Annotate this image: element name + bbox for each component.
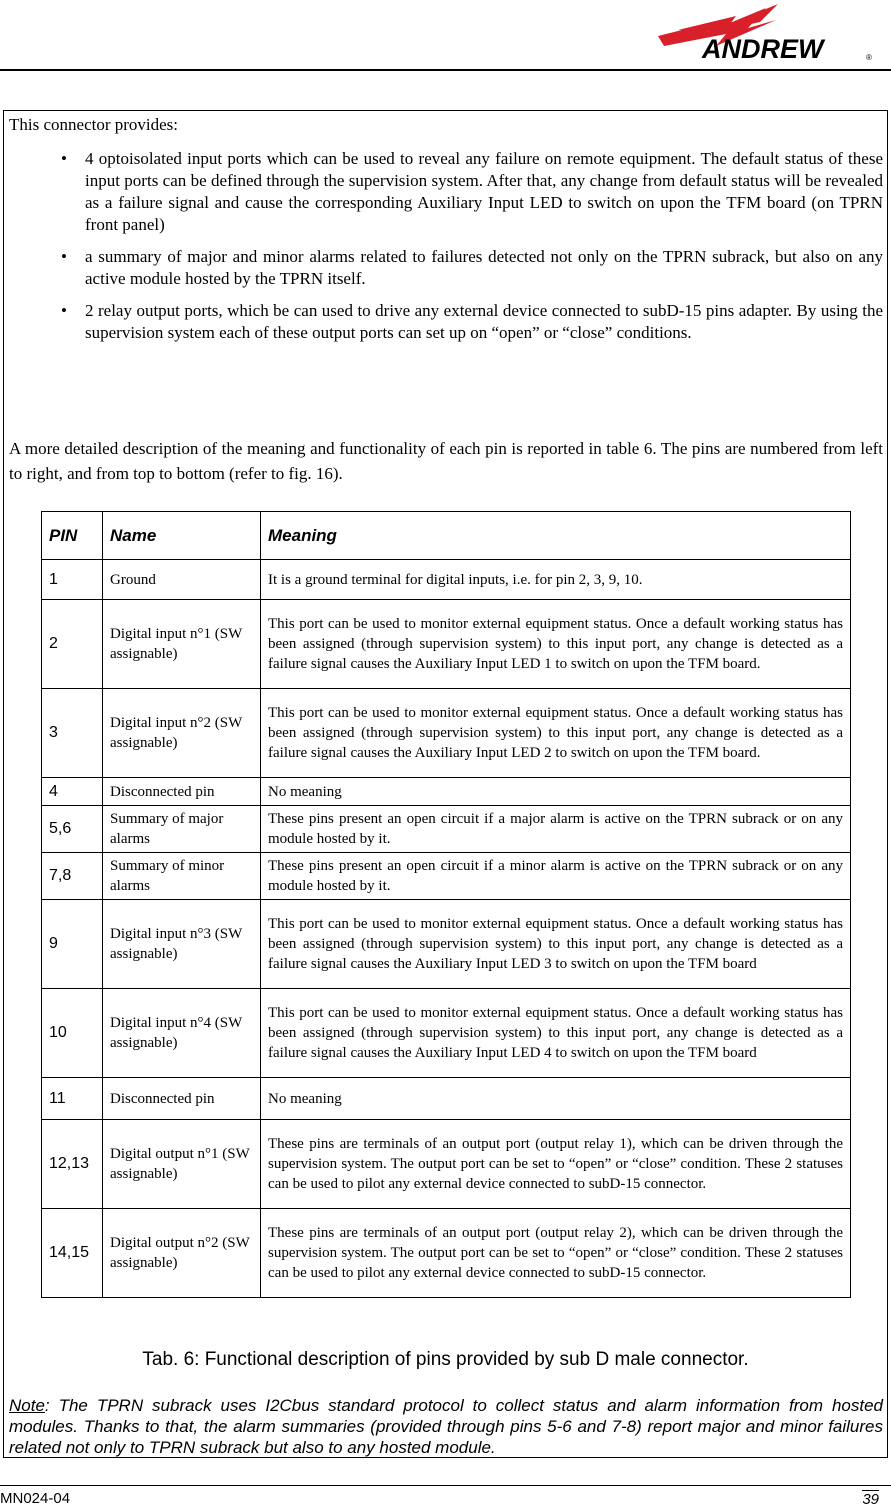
list-item: • a summary of major and minor alarms related to failures detected not only on the TPRN subrack, but also on any active module hosted by the TPRN itself. — [61, 247, 883, 288]
intro-text: This connector provides: — [9, 115, 179, 134]
name-cell: Digital input n°4 (SW assignable) — [103, 989, 261, 1078]
pin-cell: 5,6 — [42, 806, 103, 853]
logo-wordmark: ANDREW — [702, 34, 824, 64]
table-row — [42, 853, 851, 900]
list-item: • 4 optoisolated input ports which can be used to reveal any failure on remote equipment. The default status of these input ports can be defined through the supervision system. After that, any change from default status will be revealed as a failure signal and cause the corresponding Auxiliary Input LED to switch on upon the TFM board (on TPRN front panel) — [61, 149, 883, 234]
meaning-cell: These pins are terminals of an output port (output relay 2), which can be driven through the supervision system. The output port can be set to “open” or “close” condition. These 2 statuses can be used to pilot any external device connected to subD-15 connector. — [261, 1209, 851, 1298]
list-item: • 2 relay output ports, which be can used to drive any external device connected to subD-15 pins adapter. By using the supervision system each of these output ports can set up on “open” or “close” conditions. — [61, 301, 883, 342]
table-caption: Tab. 6: Functional description of pins provided by sub D male connector. — [142, 1349, 749, 1370]
name-cell: Digital output n°1 (SW assignable) — [103, 1120, 261, 1209]
table-row — [42, 1078, 851, 1120]
meaning-cell: This port can be used to monitor external equipment status. Once a default working status has been assigned (through supervision system) to this input port, any change is detected as a failure signal causes the Auxiliary Input LED 2 to switch on upon the TFM board. — [261, 689, 851, 778]
meaning-cell: No meaning — [261, 778, 851, 806]
bullet-icon: • — [61, 247, 67, 266]
andrew-logo — [656, 2, 878, 64]
meaning-cell: These pins present an open circuit if a major alarm is active on the TPRN subrack or on any module hosted by it. — [261, 806, 851, 853]
meaning-cell: It is a ground terminal for digital inputs, i.e. for pin 2, 3, 9, 10. — [261, 560, 851, 600]
table-row — [42, 806, 851, 853]
name-cell: Digital input n°3 (SW assignable) — [103, 900, 261, 989]
table-row — [42, 689, 851, 778]
pin-cell: 2 — [42, 600, 103, 689]
meaning-cell: These pins are terminals of an output port (output relay 1), which can be driven through the supervision system. The output port can be set to “open” or “close” condition. These 2 statuses can be used to pilot any external device connected to subD-15 connector. — [261, 1120, 851, 1209]
table-row — [42, 778, 851, 806]
table-row — [42, 600, 851, 689]
header-pin: PIN — [42, 512, 103, 560]
header-meaning: Meaning — [261, 512, 851, 560]
table-row — [42, 900, 851, 989]
name-cell: Disconnected pin — [103, 1078, 261, 1120]
pin-table — [41, 511, 851, 1298]
pin-cell: 3 — [42, 689, 103, 778]
pin-cell: 11 — [42, 1078, 103, 1120]
table-row — [42, 1209, 851, 1298]
name-cell: Summary of minor alarms — [103, 853, 261, 900]
page-number: 39 — [862, 1491, 879, 1508]
table-header-row — [42, 512, 851, 560]
pin-cell: 4 — [42, 778, 103, 806]
bullet-icon: • — [61, 301, 67, 320]
pin-cell: 12,13 — [42, 1120, 103, 1209]
header-rule — [0, 69, 891, 71]
name-cell: Digital input n°2 (SW assignable) — [103, 689, 261, 778]
note-text: : The TPRN subrack uses I2Cbus standard protocol to collect status and alarm information from hosted modules. Thanks to that, the alarm summaries (provided through pins 5-6 and 7-8) report major and minor failures related not only to TPRN subrack but also to any hosted module. — [9, 1396, 883, 1457]
bullet-icon: • — [61, 149, 67, 168]
feature-list — [9, 148, 883, 354]
header-name: Name — [103, 512, 261, 560]
name-cell: Ground — [103, 560, 261, 600]
meaning-cell: This port can be used to monitor external equipment status. Once a default working status has been assigned (through supervision system) to this input port, any change is detected as a failure signal causes the Auxiliary Input LED 4 to switch on upon the TFM board — [261, 989, 851, 1078]
note-paragraph — [9, 1395, 883, 1458]
table-row — [42, 560, 851, 600]
meaning-cell: These pins present an open circuit if a minor alarm is active on the TPRN subrack or on any module hosted by it. — [261, 853, 851, 900]
footer-rule — [0, 1485, 891, 1486]
meaning-cell: No meaning — [261, 1078, 851, 1120]
table-row — [42, 1120, 851, 1209]
pin-cell: 14,15 — [42, 1209, 103, 1298]
document-id: MN024-04 — [0, 1490, 71, 1507]
description-paragraph: A more detailed description of the meaning and functionality of each pin is reported in table 6. The pins are numbered from left to right, and from top to bottom (refer to fig. 16). — [9, 439, 883, 483]
name-cell: Digital input n°1 (SW assignable) — [103, 600, 261, 689]
name-cell: Disconnected pin — [103, 778, 261, 806]
name-cell: Summary of major alarms — [103, 806, 261, 853]
note-label: Note — [9, 1396, 45, 1415]
table-row — [42, 989, 851, 1078]
meaning-cell: This port can be used to monitor external equipment status. Once a default working status has been assigned (through supervision system) to this input port, any change is detected as a failure signal causes the Auxiliary Input LED 1 to switch on upon the TFM board. — [261, 600, 851, 689]
registered-mark: ® — [866, 53, 872, 62]
pin-cell: 7,8 — [42, 853, 103, 900]
name-cell: Digital output n°2 (SW assignable) — [103, 1209, 261, 1298]
pin-cell: 10 — [42, 989, 103, 1078]
pin-cell: 1 — [42, 560, 103, 600]
pin-cell: 9 — [42, 900, 103, 989]
meaning-cell: This port can be used to monitor external equipment status. Once a default working status has been assigned (through supervision system) to this input port, any change is detected as a failure signal causes the Auxiliary Input LED 3 to switch on upon the TFM board — [261, 900, 851, 989]
